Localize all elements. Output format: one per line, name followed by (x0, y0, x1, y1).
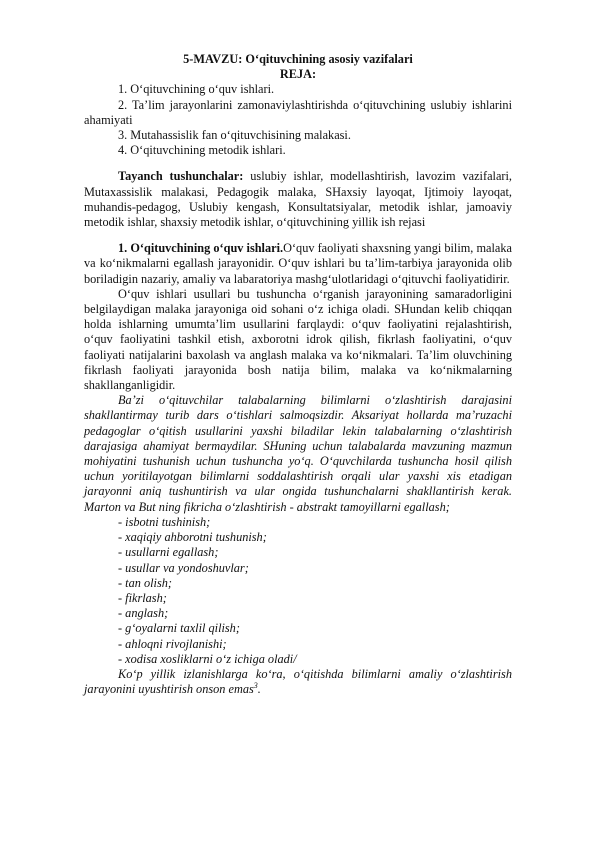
list-item: - g‘oyalarni taxlil qilish; (118, 621, 240, 636)
paragraph-4-text: Ko‘p yillik izlanishlarga ko‘ra, o‘qitishda bilimlarni amaliy o‘zlashtirish jarayonini uyushtirish onson emas (84, 666, 512, 697)
plan-item: 3. Mutahassislik fan o‘qituvchisining malakasi. (118, 128, 351, 143)
plan-item: 4. O‘qituvchining metodik ishlari. (118, 143, 286, 158)
key-concepts-paragraph (84, 169, 512, 230)
paragraph-4-end: . (257, 682, 261, 697)
plan-item: 2. Ta’lim jarayonlarini zamonaviylashtirishda o‘qituvchining uslubiy ishlarini ahamiyati (84, 97, 512, 127)
page-title: 5-MAVZU: O‘qituvchining asosiy vazifalari (183, 52, 413, 66)
paragraph-4 (84, 667, 512, 697)
key-concepts-label: Tayanch tushunchalar: (118, 169, 244, 184)
section1-heading: 1. O‘qituvchining o‘quv ishlari. (118, 241, 284, 256)
bullet-list (84, 515, 512, 667)
list-item: - xaqiqiy ahborotni tushunish; (118, 530, 267, 545)
section1-paragraph (84, 241, 512, 287)
paragraph-2: O‘quv ishlari usullari bu tushuncha o‘rganish jarayonining samaradorligini belgilaydigan malaka jarayoniga oid sohani o‘z ichiga oladi. SHundan kelib chiqqan holda ishlarning umumta’lim usullarini farqlaydi: o‘quv faoliyatini rejalashtirish, o‘quv faoliyatini tashkil etish, axborotni idrok qilish, fikrlash faoliyatini, o‘quv faoliyati natijalarini baxolash va anglash malaka va ko‘nikmalari. Ta’lim oluvchining fikrlash faoliyati jarayonida bosh natija bilim, malaka va ko‘nikmalarning shakllanganligidir. (84, 286, 512, 393)
plan-item: 1. O‘qituvchining o‘quv ishlari. (118, 82, 275, 97)
list-item: - ahloqni rivojlanishi; (118, 636, 227, 651)
list-item: - fikrlash; (118, 590, 167, 605)
section1-text: O‘quv faoliyati shaxsning yangi bilim, malaka va ko‘nikmalarni egallash jarayonidir. O‘quv ishlari bu ta’lim-tarbiya jarayonida olib boriladigin nazariy, amaliy va labaratoriya mashg‘ulotlaridagi o‘qituvchi faoliyatidirir. (84, 241, 512, 286)
paragraph-3: Ba’zi o‘qituvchilar talabalarning bilimlarni o‘zlashtirish darajasini shakllantirmay turib dars o‘tishlari salmoqsizdir. Aksariyat hollarda ma’ruzachi pedagoglar o‘qitish usullarini yaxshi biladilar lekin talabalarning o‘zlashtirish darajasiga ahamiyat bermaydilar. SHuning uchun talabalarda mavzuning mazmun mohiyatini tushunish uchun tushuncha yo‘q. O‘quvchilarda tushuncha hosil qilish uchun yoritilayotgan bilimlarni soddalashtirish orqali ular yaxshi xis etadigan jarayonni aniq tushuntirish va ular ongida tushunchalarni shakllantirish kerak. Marton va But ning fikricha o‘zlashtirish - abstrakt tamoyillarni egallash; (84, 393, 512, 514)
plan-list (84, 82, 512, 158)
key-concepts-text: uslubiy ishlar, modellashtirish, lavozim vazifalari, Mutaxassislik malakasi, Pedagogik malaka, SHaxsiy layoqat, Ijtimoiy layoqat, muhandis-pedagog, Uslubiy kengash, Konsultatsiyalar, metodik ishlar, jamoaviy metodik ishlar, shaxsiy metodik ishlar, o‘qituvchining yillik ish rejasi (84, 169, 512, 230)
list-item: - usullar va yondoshuvlar; (118, 560, 249, 575)
footnote-mark: 3 (253, 681, 258, 691)
list-item: - tan olish; (118, 575, 172, 590)
list-item: - xodisa xosliklarni o‘z ichiga oladi/ (118, 651, 297, 666)
list-item: - anglash; (118, 606, 169, 621)
list-item: - isbotni tushinish; (118, 514, 211, 529)
list-item: - usullarni egallash; (118, 545, 219, 560)
plan-heading: REJA: (279, 67, 317, 82)
